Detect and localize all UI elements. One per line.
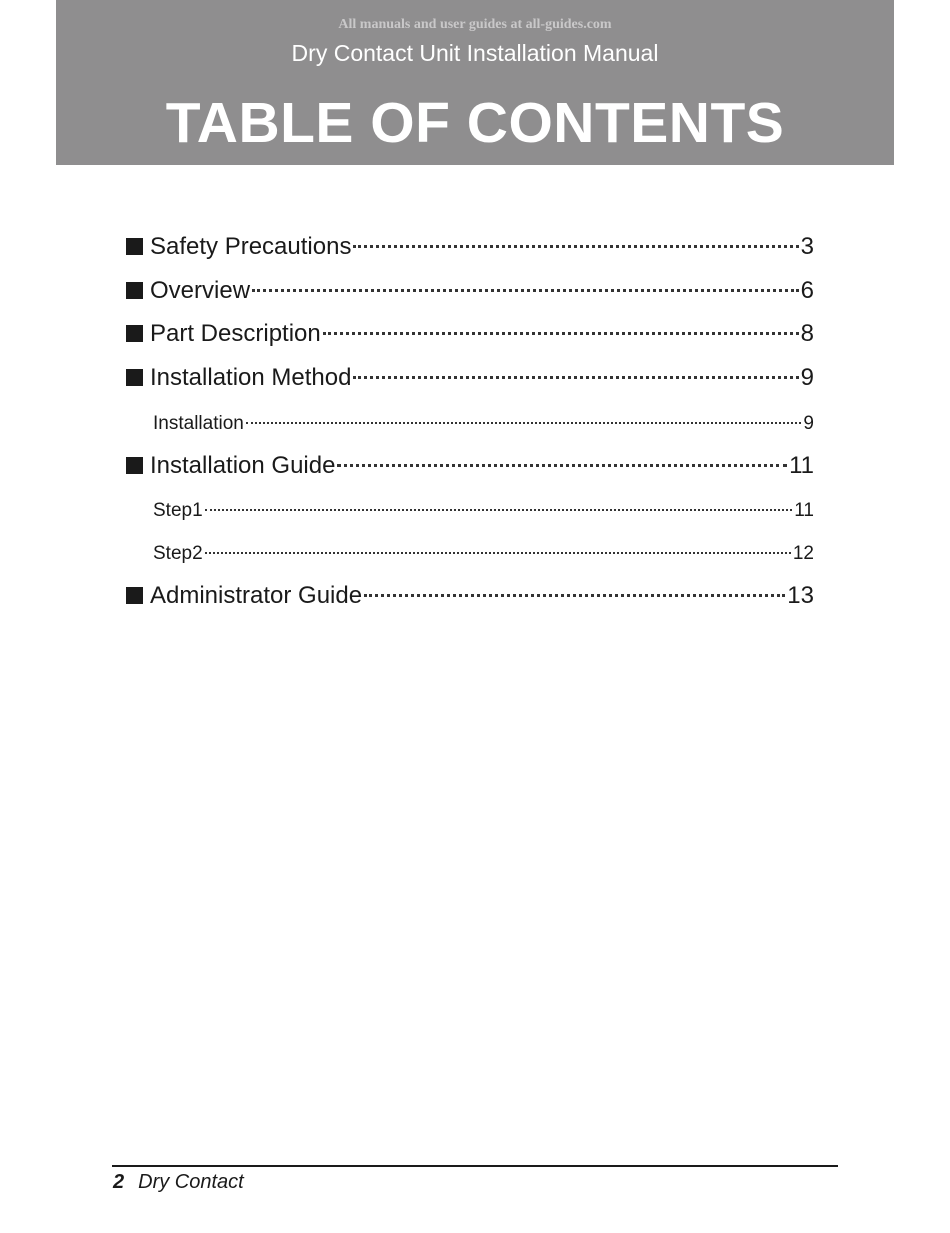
- toc-entry-label: Installation Guide: [150, 452, 336, 479]
- footer-page-number: 2: [113, 1171, 125, 1193]
- toc-entry-step2[interactable]: [153, 540, 814, 566]
- toc-entry-page: 12: [792, 543, 814, 564]
- toc-entry-label: Overview: [150, 277, 251, 304]
- square-bullet-icon: [126, 325, 143, 342]
- page-title: TABLE OF CONTENTS: [165, 91, 785, 155]
- toc-entry-step1[interactable]: [153, 497, 814, 523]
- toc-entry-page: 9: [803, 413, 814, 434]
- toc-entry-page: 13: [787, 582, 814, 609]
- dot-leader: [337, 449, 787, 473]
- footer-rule: [112, 1165, 838, 1167]
- toc-entry-label: Step1: [153, 500, 203, 521]
- toc-entry-label: Administrator Guide: [150, 582, 363, 609]
- header-band: [56, 0, 894, 165]
- square-bullet-icon: [126, 282, 143, 299]
- toc-entry-installation-method[interactable]: [126, 361, 814, 395]
- footer-section-title: Dry Contact: [138, 1171, 244, 1193]
- square-bullet-icon: [126, 457, 143, 474]
- square-bullet-icon: [126, 369, 143, 386]
- toc-entry-page: 8: [800, 320, 814, 347]
- toc-entry-label: Part Description: [150, 320, 321, 347]
- square-bullet-icon: [126, 238, 143, 255]
- toc-entry-label: Safety Precautions: [150, 233, 352, 260]
- toc-entry-page: 11: [794, 500, 814, 521]
- page-footer: [113, 1171, 244, 1194]
- toc-entry-administrator-guide[interactable]: [126, 579, 814, 613]
- dot-leader: [323, 317, 799, 341]
- manual-title: Dry Contact Unit Installation Manual: [291, 40, 659, 66]
- dot-leader: [353, 230, 798, 254]
- toc-entry-safety-precautions[interactable]: [126, 230, 814, 264]
- dot-leader: [205, 497, 793, 516]
- toc-entry-page: 11: [789, 452, 814, 479]
- dot-leader: [364, 579, 785, 603]
- toc-entry-label: Installation Method: [150, 364, 352, 391]
- toc-entry-label: Installation: [153, 413, 244, 434]
- dot-leader: [205, 540, 791, 559]
- dot-leader: [246, 410, 802, 429]
- toc-entry-page: 3: [800, 233, 814, 260]
- dot-leader: [353, 361, 798, 385]
- toc-entry-page: 6: [800, 277, 814, 304]
- watermark-text: All manuals and user guides at all-guides.com: [338, 17, 612, 32]
- toc-entry-installation-guide[interactable]: [126, 449, 814, 483]
- toc-entry-installation[interactable]: [153, 410, 814, 436]
- toc-entry-label: Step2: [153, 543, 203, 564]
- dot-leader: [252, 274, 799, 298]
- toc-entry-overview[interactable]: [126, 274, 814, 308]
- toc-entry-page: 9: [800, 364, 814, 391]
- square-bullet-icon: [126, 587, 143, 604]
- toc-entry-part-description[interactable]: [126, 317, 814, 351]
